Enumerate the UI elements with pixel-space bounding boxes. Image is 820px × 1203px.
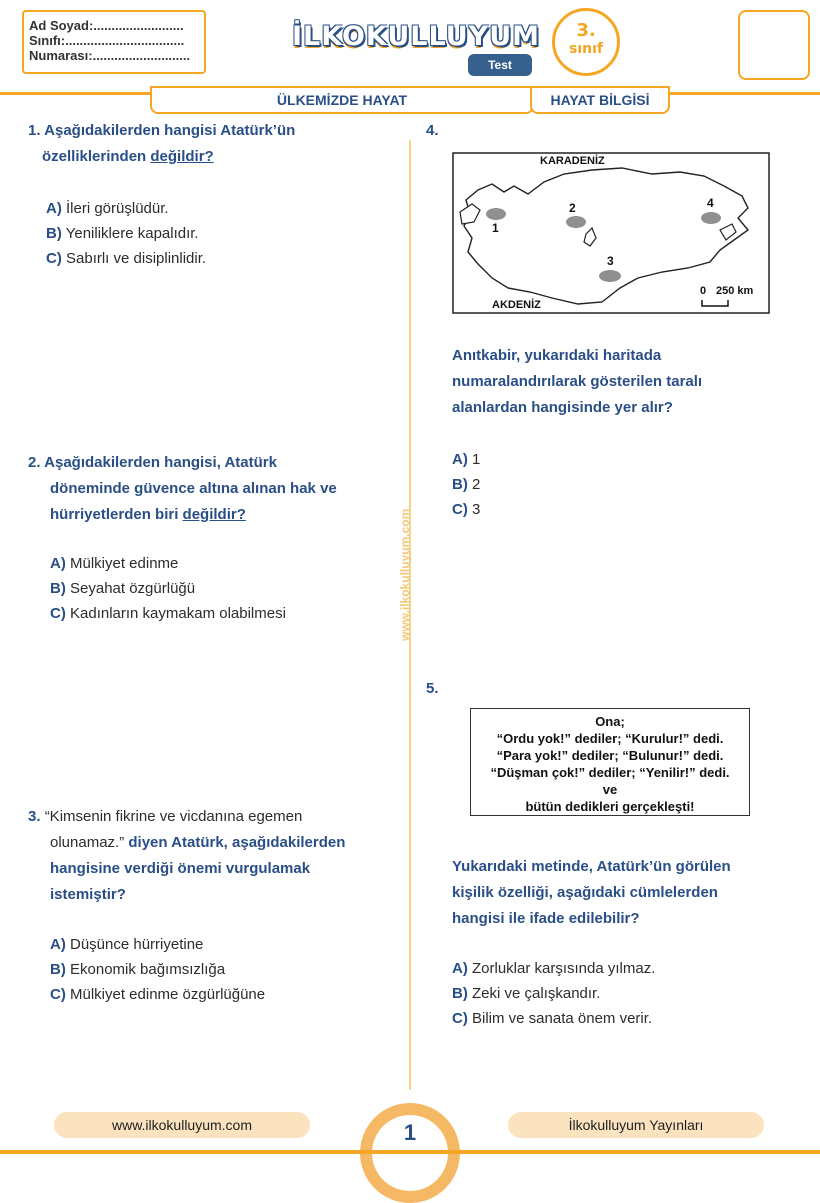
question-3-option-c[interactable]: C) Mülkiyet edinme özgürlüğüne <box>50 986 266 1003</box>
question-4-number: 4. <box>426 122 439 139</box>
question-1-option-c[interactable]: C) Sabırlı ve disiplinlidir. <box>46 250 207 267</box>
question-1-option-b[interactable]: B) Yeniliklere kapalıdır. <box>46 225 199 242</box>
question-3-text-b: hangisine verdiği önemi vurgulamak <box>50 860 311 877</box>
question-4-text-a: Anıtkabir, yukarıdaki haritada <box>452 347 662 364</box>
question-1-options <box>46 196 386 271</box>
test-label: Test <box>468 54 532 76</box>
map-scale-label: 250 km <box>716 285 754 297</box>
region-3-marker <box>599 270 621 282</box>
quote-line-5: ve <box>602 782 618 797</box>
question-5-option-c[interactable]: C) Bilim ve sanata önem verir. <box>452 1010 653 1027</box>
student-info-box <box>22 10 206 74</box>
question-4-option-a[interactable]: A) 1 <box>452 451 481 468</box>
question-3-option-b[interactable]: B) Ekonomik bağımsızlığa <box>50 961 226 978</box>
question-1-underline: değildir? <box>150 148 214 165</box>
question-2-text-b: döneminde güvence altına alınan hak ve <box>50 480 337 497</box>
map-label-1: 1 <box>492 221 499 235</box>
question-4-options <box>452 447 752 522</box>
student-class-field[interactable]: Sınıfı:................................. <box>29 33 185 48</box>
question-5-text-a: Yukarıdaki metinde, Atatürk’ün görülen <box>452 858 731 875</box>
brand-logo <box>290 14 540 58</box>
question-3-options <box>50 932 390 1007</box>
question-3 <box>28 804 403 908</box>
question-3-quote-b: olunamaz.” <box>50 834 125 851</box>
question-2-number: 2. <box>28 454 41 471</box>
question-3-quote-a: “Kimsenin fikrine ve vicdanına egemen <box>44 808 303 825</box>
question-4-text-c: alanlardan hangisinde yer alır? <box>452 399 673 416</box>
footer-rule <box>0 1150 820 1154</box>
question-2-option-a[interactable]: A) Mülkiyet edinme <box>50 555 179 572</box>
question-4-text-b: numaralandırılarak gösterilen taralı <box>452 373 703 390</box>
question-1-text-b: özelliklerinden <box>42 148 147 165</box>
region-1-marker <box>486 208 506 220</box>
brand-logo-text: İLKOKULLUYUM <box>292 20 540 52</box>
map-label-3: 3 <box>607 254 614 268</box>
question-2-text-a: Aşağıdakilerden hangisi, Atatürk <box>44 454 277 471</box>
question-5-text-c: hangisi ile ifade edilebilir? <box>452 910 640 927</box>
question-2-option-c[interactable]: C) Kadınların kaymakam olabilmesi <box>50 605 286 622</box>
map-label-4: 4 <box>707 196 714 210</box>
question-3-number: 3. <box>28 808 41 825</box>
question-4 <box>452 343 782 421</box>
quote-box <box>470 708 750 816</box>
score-box[interactable] <box>738 10 810 80</box>
quote-line-3: “Para yok!” dediler; “Bulunur!” dedi. <box>496 748 724 763</box>
question-2-options <box>50 551 390 626</box>
map-label-2: 2 <box>569 201 576 215</box>
topic-title: ÜLKEMİZDE HAYAT <box>150 86 534 114</box>
question-3-text-a: diyen Atatürk, aşağıdakilerden <box>128 834 346 851</box>
footer-publisher: İlkokulluyum Yayınları <box>508 1112 764 1138</box>
turkey-map-figure <box>452 152 770 314</box>
question-5-number: 5. <box>426 680 439 697</box>
question-5-options <box>452 956 782 1031</box>
question-2-text-c: hürriyetlerden biri <box>50 506 179 523</box>
question-1-number: 1. <box>28 122 41 139</box>
map-label-north: KARADENİZ <box>540 155 605 167</box>
page-number: 1 <box>403 1120 417 1145</box>
map-scale-zero: 0 <box>700 285 707 297</box>
watermark-text: www.ilkokulluyum.com <box>398 508 412 642</box>
question-5 <box>452 854 802 932</box>
student-name-field[interactable]: Ad Soyad:......................... <box>29 18 184 33</box>
quote-line-1: Ona; <box>595 714 625 729</box>
question-1 <box>28 118 398 170</box>
question-3-option-a[interactable]: A) Düşünce hürriyetine <box>50 936 204 953</box>
quote-line-2: “Ordu yok!” dediler; “Kurulur!” dedi. <box>496 731 724 746</box>
student-number-field[interactable]: Numarası:........................... <box>29 48 191 63</box>
region-4-marker <box>701 212 721 224</box>
question-5-option-b[interactable]: B) Zeki ve çalışkandır. <box>452 985 601 1002</box>
grade-number: 3. <box>576 20 596 41</box>
question-3-text-c: istemiştir? <box>50 886 126 903</box>
quote-line-4: “Düşman çok!” dediler; “Yenilir!” dedi. <box>490 765 730 780</box>
question-5-option-a[interactable]: A) Zorluklar karşısında yılmaz. <box>452 960 656 977</box>
question-5-text-b: kişilik özelliği, aşağıdaki cümlelerden <box>452 884 718 901</box>
region-2-marker <box>566 216 586 228</box>
question-1-option-a[interactable]: A) İleri görüşlüdür. <box>46 200 169 217</box>
question-1-text-a: Aşağıdakilerden hangisi Atatürk’ün <box>44 122 296 139</box>
quote-line-6: bütün dedikleri gerçekleşti! <box>525 799 695 814</box>
grade-word: sınıf <box>569 41 603 57</box>
grade-badge <box>552 8 620 76</box>
footer-website[interactable]: www.ilkokulluyum.com <box>54 1112 310 1138</box>
subject-title: HAYAT BİLGİSİ <box>530 86 670 114</box>
question-2-option-b[interactable]: B) Seyahat özgürlüğü <box>50 580 196 597</box>
turkey-map <box>452 152 770 314</box>
question-2-underline: değildir? <box>182 506 246 523</box>
question-2 <box>28 450 403 528</box>
question-4-option-c[interactable]: C) 3 <box>452 501 481 518</box>
map-label-south: AKDENİZ <box>492 299 541 311</box>
question-4-option-b[interactable]: B) 2 <box>452 476 481 493</box>
